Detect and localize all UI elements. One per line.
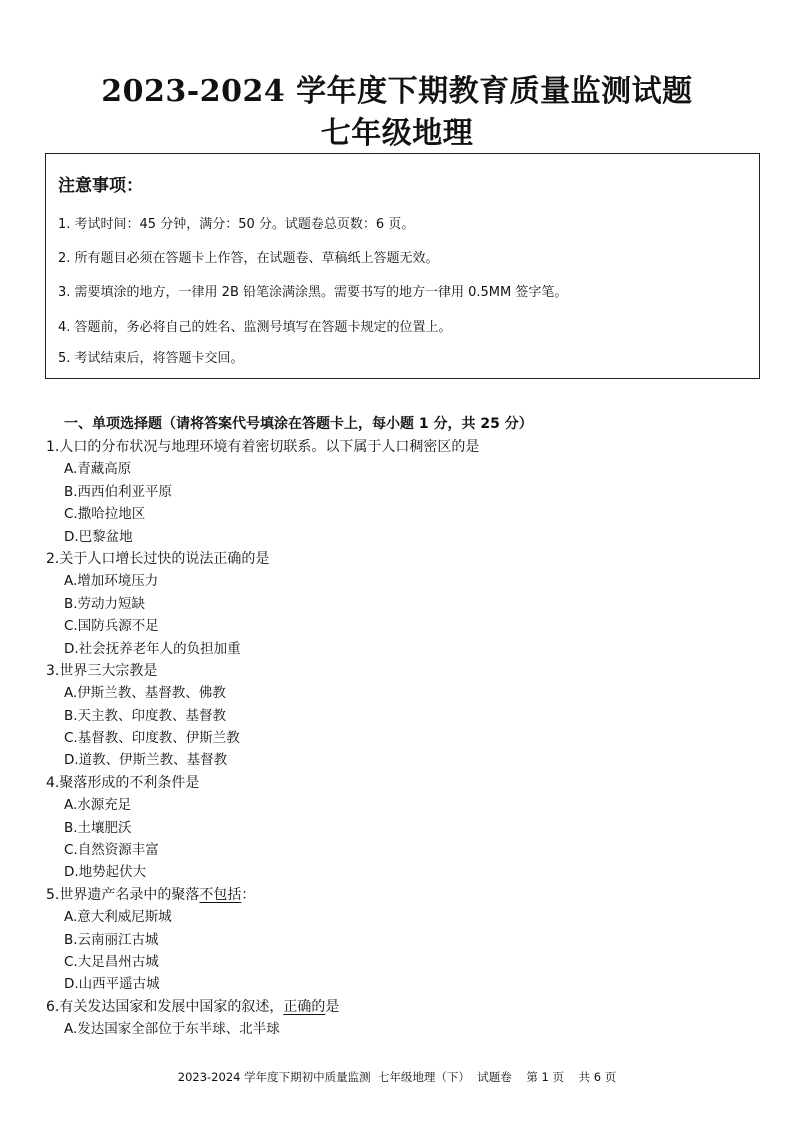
question-stem: 1.人口的分布状况与地理环境有着密切联系。以下属于人口稠密区的是	[46, 439, 480, 455]
answer-option: B.土壤肥沃	[64, 819, 132, 836]
answer-option: A.发达国家全部位于东半球、北半球	[64, 1021, 280, 1038]
question-6	[46, 996, 756, 1041]
notice-box	[45, 153, 760, 379]
notice-heading: 注意事项：	[58, 176, 143, 196]
question-stem	[46, 996, 756, 1018]
question-3	[46, 660, 756, 772]
question-stem: 2.关于人口增长过快的说法正确的是	[46, 550, 270, 567]
notice-item-4: 4. 答题前，务必将自己的姓名、监测号填写在答题卡规定的位置上。	[58, 320, 452, 335]
answer-option: B.劳动力短缺	[64, 595, 146, 612]
stem-text: 6.有关发达国家和发展中国家的叙述，	[46, 998, 284, 1015]
answer-option: C.基督教、印度教、伊斯兰教	[64, 730, 240, 747]
answer-option: A.增加环境压力	[64, 573, 159, 590]
answer-option: D.地势起伏大	[64, 864, 147, 881]
answer-option: D.巴黎盆地	[64, 528, 133, 545]
answer-option: B.西西伯利亚平原	[64, 483, 173, 500]
answer-option: B.天主教、印度教、基督教	[64, 707, 227, 724]
notice-item-2: 2. 所有题目必须在答题卡上作答，在试题卷、草稿纸上答题无效。	[58, 251, 439, 266]
question-1	[46, 436, 756, 548]
notice-item-3: 3. 需要填涂的地方，一律用 2B 铅笔涂满涂黑。需要书写的地方一律用 0.5MM 签字笔。	[58, 285, 568, 300]
answer-option: A.意大利威尼斯城	[64, 909, 172, 926]
stem-text: 5.世界遗产名录中的聚落	[46, 886, 200, 903]
exam-subtitle: 七年级地理	[320, 116, 474, 151]
answer-option: C.撒哈拉地区	[64, 506, 146, 523]
answer-option: C.大足昌州古城	[64, 953, 159, 970]
emphasis-underline: 不包括	[199, 886, 242, 903]
answer-option: C.自然资源丰富	[64, 842, 159, 859]
answer-option: D.山西平遥古城	[64, 976, 160, 993]
page-footer: 2023-2024 学年度下期初中质量监测 七年级地理（下） 试题卷 第 1 页 共 6 页	[177, 1070, 617, 1084]
answer-option: A.伊斯兰教、基督教、佛教	[64, 685, 226, 702]
notice-item-1: 1. 考试时间：45 分钟，满分：50 分。试题卷总页数：6 页。	[58, 217, 415, 232]
stem-text: ：	[241, 886, 256, 903]
question-5	[46, 884, 756, 996]
answer-option: D.道教、伊斯兰教、基督教	[64, 752, 228, 769]
section-title: 一、单项选择题（请将答案代号填涂在答题卡上，每小题 1 分，共 25 分）	[64, 416, 533, 432]
stem-text: 是	[325, 998, 340, 1015]
question-2	[46, 548, 756, 660]
question-list	[46, 436, 756, 1041]
answer-option: D.社会抚养老年人的负担加重	[64, 640, 241, 657]
answer-option: B.云南丽江古城	[64, 931, 159, 948]
exam-title: 2023-2024 学年度下期教育质量监测试题	[101, 74, 693, 109]
emphasis-underline: 正确的	[283, 998, 326, 1015]
question-stem: 3.世界三大宗教是	[46, 662, 158, 679]
question-4	[46, 772, 756, 884]
answer-option: A.水源充足	[64, 797, 132, 814]
answer-option: C.国防兵源不足	[64, 618, 159, 635]
answer-option: A.青藏高原	[64, 461, 132, 478]
notice-item-5: 5. 考试结束后，将答题卡交回。	[58, 351, 244, 366]
question-stem	[46, 884, 756, 906]
question-stem: 4.聚落形成的不利条件是	[46, 774, 200, 791]
